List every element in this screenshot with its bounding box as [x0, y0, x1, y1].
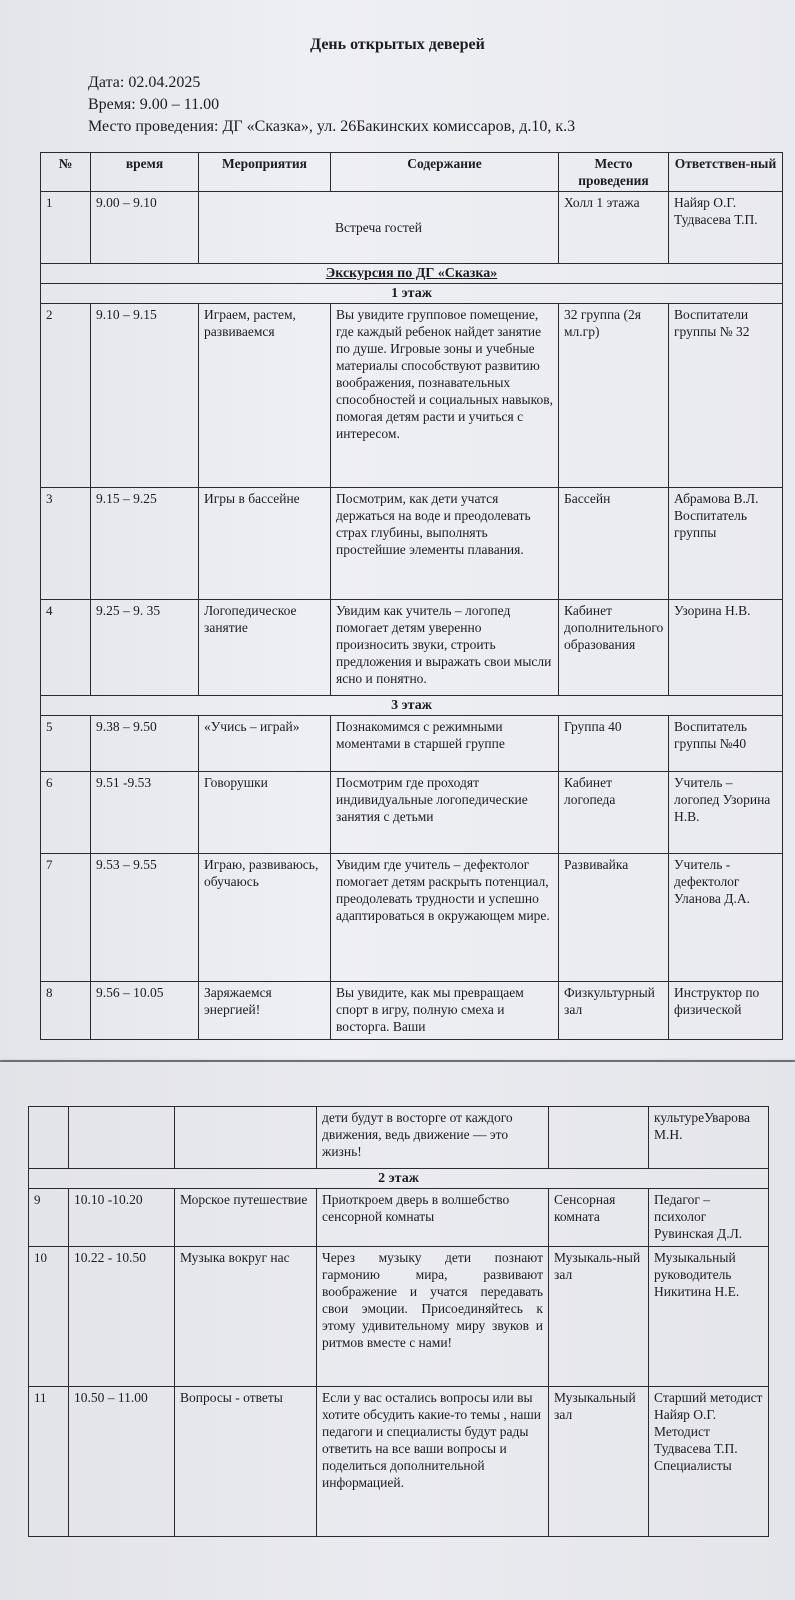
row-num: 9	[29, 1189, 69, 1247]
section-floor-3: 3 этаж	[41, 696, 783, 716]
row-time: 9.15 – 9.25	[91, 488, 199, 600]
row-place: Сенсорная комната	[549, 1189, 649, 1247]
row-event	[175, 1107, 317, 1169]
row-num: 3	[41, 488, 91, 600]
row-num: 6	[41, 772, 91, 854]
row-time: 10.50 – 11.00	[69, 1387, 175, 1537]
row-responsible: Воспитатель группы №40	[669, 716, 783, 772]
row-responsible: Учитель – логопед Узорина Н.В.	[669, 772, 783, 854]
table-row	[41, 488, 783, 600]
row-place: Группа 40	[559, 716, 669, 772]
row-time	[69, 1107, 175, 1169]
row-content: Если у вас остались вопросы или вы хотите обсудить какие-то темы , наши педагоги и специалисты будут рады ответить на все ваши вопросы и поделиться дополнительной информацией.	[317, 1387, 549, 1537]
row-time: 9.56 – 10.05	[91, 982, 199, 1040]
section-row	[41, 284, 783, 304]
row-event: Морское путешествие	[175, 1189, 317, 1247]
row-event: Встреча гостей	[199, 192, 559, 264]
row-responsible: Старший методист Найяр О.Г. Методист Тудвасева Т.П. Специалисты	[649, 1387, 769, 1537]
row-num	[29, 1107, 69, 1169]
schedule-table-continued	[28, 1106, 769, 1537]
row-num: 5	[41, 716, 91, 772]
row-event: Заряжаемся энергией!	[199, 982, 331, 1040]
row-num: 2	[41, 304, 91, 488]
table-row	[41, 192, 783, 264]
row-responsible: Педагог – психолог Рувинская Д.Л.	[649, 1189, 769, 1247]
row-place: Холл 1 этажа	[559, 192, 669, 264]
table-row	[29, 1387, 769, 1537]
row-responsible: Учитель - дефектолог Уланова Д.А.	[669, 854, 783, 982]
row-responsible: Узорина Н.В.	[669, 600, 783, 696]
row-num: 1	[41, 192, 91, 264]
row-responsible: Воспитатели группы № 32	[669, 304, 783, 488]
row-event: Игры в бассейне	[199, 488, 331, 600]
table-row	[29, 1247, 769, 1387]
row-event: Играю, развиваюсь, обучаюсь	[199, 854, 331, 982]
row-time: 9.00 – 9.10	[91, 192, 199, 264]
table-header-row	[41, 153, 783, 192]
table-row-continuation	[29, 1107, 769, 1169]
table-row	[41, 304, 783, 488]
table-row	[41, 716, 783, 772]
row-event: «Учись – играй»	[199, 716, 331, 772]
row-responsible: Найяр О.Г. Тудвасева Т.П.	[669, 192, 783, 264]
row-responsible: Абрамова В.Л. Воспитатель группы	[669, 488, 783, 600]
row-num: 4	[41, 600, 91, 696]
row-time: 9.53 – 9.55	[91, 854, 199, 982]
row-content: Познакомимся с режимными моментами в старшей группе	[331, 716, 559, 772]
table-row	[41, 772, 783, 854]
document-title: День открытых деверей	[310, 36, 485, 53]
row-content: Увидим как учитель – логопед помогает детям уверенно произносить звуки, строить предложения и выражать свои мысли ясно и понятно.	[331, 600, 559, 696]
schedule-table	[40, 152, 783, 1040]
row-time: 9.25 – 9. 35	[91, 600, 199, 696]
col-header-event: Мероприятия	[199, 153, 331, 192]
section-row	[29, 1169, 769, 1189]
section-floor-2: 2 этаж	[29, 1169, 769, 1189]
col-header-responsible: Ответствен-ный	[669, 153, 783, 192]
row-content: дети будут в восторге от каждого движения, ведь движение — это жизнь!	[317, 1107, 549, 1169]
section-row	[41, 696, 783, 716]
row-place: 32 группа (2я мл.гр)	[559, 304, 669, 488]
row-content: Через музыку дети познают гармонию мира, развивают воображение и учатся передавать свои эмоции. Присоединяйтесь к этому удивительному миру звуков и ритмов вместе с нами!	[317, 1247, 549, 1387]
row-num: 11	[29, 1387, 69, 1537]
event-time: Время: 9.00 – 11.00	[88, 96, 220, 113]
section-row	[41, 264, 783, 284]
table-row	[41, 982, 783, 1040]
row-time: 10.10 -10.20	[69, 1189, 175, 1247]
row-place: Музыкальный зал	[549, 1387, 649, 1537]
row-time: 10.22 - 10.50	[69, 1247, 175, 1387]
row-place	[549, 1107, 649, 1169]
row-num: 7	[41, 854, 91, 982]
col-header-time: время	[91, 153, 199, 192]
col-header-num: №	[41, 153, 91, 192]
row-time: 9.38 – 9.50	[91, 716, 199, 772]
row-place: Кабинет дополнительного образования	[559, 600, 669, 696]
row-place: Развивайка	[559, 854, 669, 982]
row-event: Логопедическое занятие	[199, 600, 331, 696]
page-sheet-2	[0, 1062, 795, 1600]
row-place: Бассейн	[559, 488, 669, 600]
row-responsible: Инструктор по физической	[669, 982, 783, 1040]
table-row	[41, 854, 783, 982]
row-event: Играем, растем, развиваемся	[199, 304, 331, 488]
row-num: 10	[29, 1247, 69, 1387]
row-time: 9.51 -9.53	[91, 772, 199, 854]
row-content: Посмотрим где проходят индивидуальные логопедические занятия с детьми	[331, 772, 559, 854]
section-tour: Экскурсия по ДГ «Сказка»	[41, 264, 783, 284]
row-content: Вы увидите, как мы превращаем спорт в игру, полную смеха и восторга. Ваши	[331, 982, 559, 1040]
row-content: Увидим где учитель – дефектолог помогает детям раскрыть потенциал, преодолевать трудности и успешно адаптироваться в окружающем мире.	[331, 854, 559, 982]
row-content: Посмотрим, как дети учатся держаться на воде и преодолевать страх глубины, выполнять простейшие элементы плавания.	[331, 488, 559, 600]
event-date: Дата: 02.04.2025	[88, 74, 201, 91]
row-place: Физкультурный зал	[559, 982, 669, 1040]
section-floor-1: 1 этаж	[41, 284, 783, 304]
col-header-content: Содержание	[331, 153, 559, 192]
row-responsible: культуреУварова М.Н.	[649, 1107, 769, 1169]
row-place: Музыкаль-ный зал	[549, 1247, 649, 1387]
row-content: Приоткроем дверь в волшебство сенсорной комнаты	[317, 1189, 549, 1247]
col-header-place: Место проведения	[559, 153, 669, 192]
row-place: Кабинет логопеда	[559, 772, 669, 854]
row-event: Музыка вокруг нас	[175, 1247, 317, 1387]
row-time: 9.10 – 9.15	[91, 304, 199, 488]
row-content: Вы увидите групповое помещение, где каждый ребенок найдет занятие по душе. Игровые зоны и учебные материалы способствуют развитию воображения, познавательных способностей и социальных навыков, помогая детям расти и учиться с интересом.	[331, 304, 559, 488]
event-place: Место проведения: ДГ «Сказка», ул. 26Бакинских комиссаров, д.10, к.3	[88, 118, 576, 135]
row-responsible: Музыкальный руководитель Никитина Н.Е.	[649, 1247, 769, 1387]
table-row	[41, 600, 783, 696]
table-row	[29, 1189, 769, 1247]
row-event: Говорушки	[199, 772, 331, 854]
row-event: Вопросы - ответы	[175, 1387, 317, 1537]
row-num: 8	[41, 982, 91, 1040]
